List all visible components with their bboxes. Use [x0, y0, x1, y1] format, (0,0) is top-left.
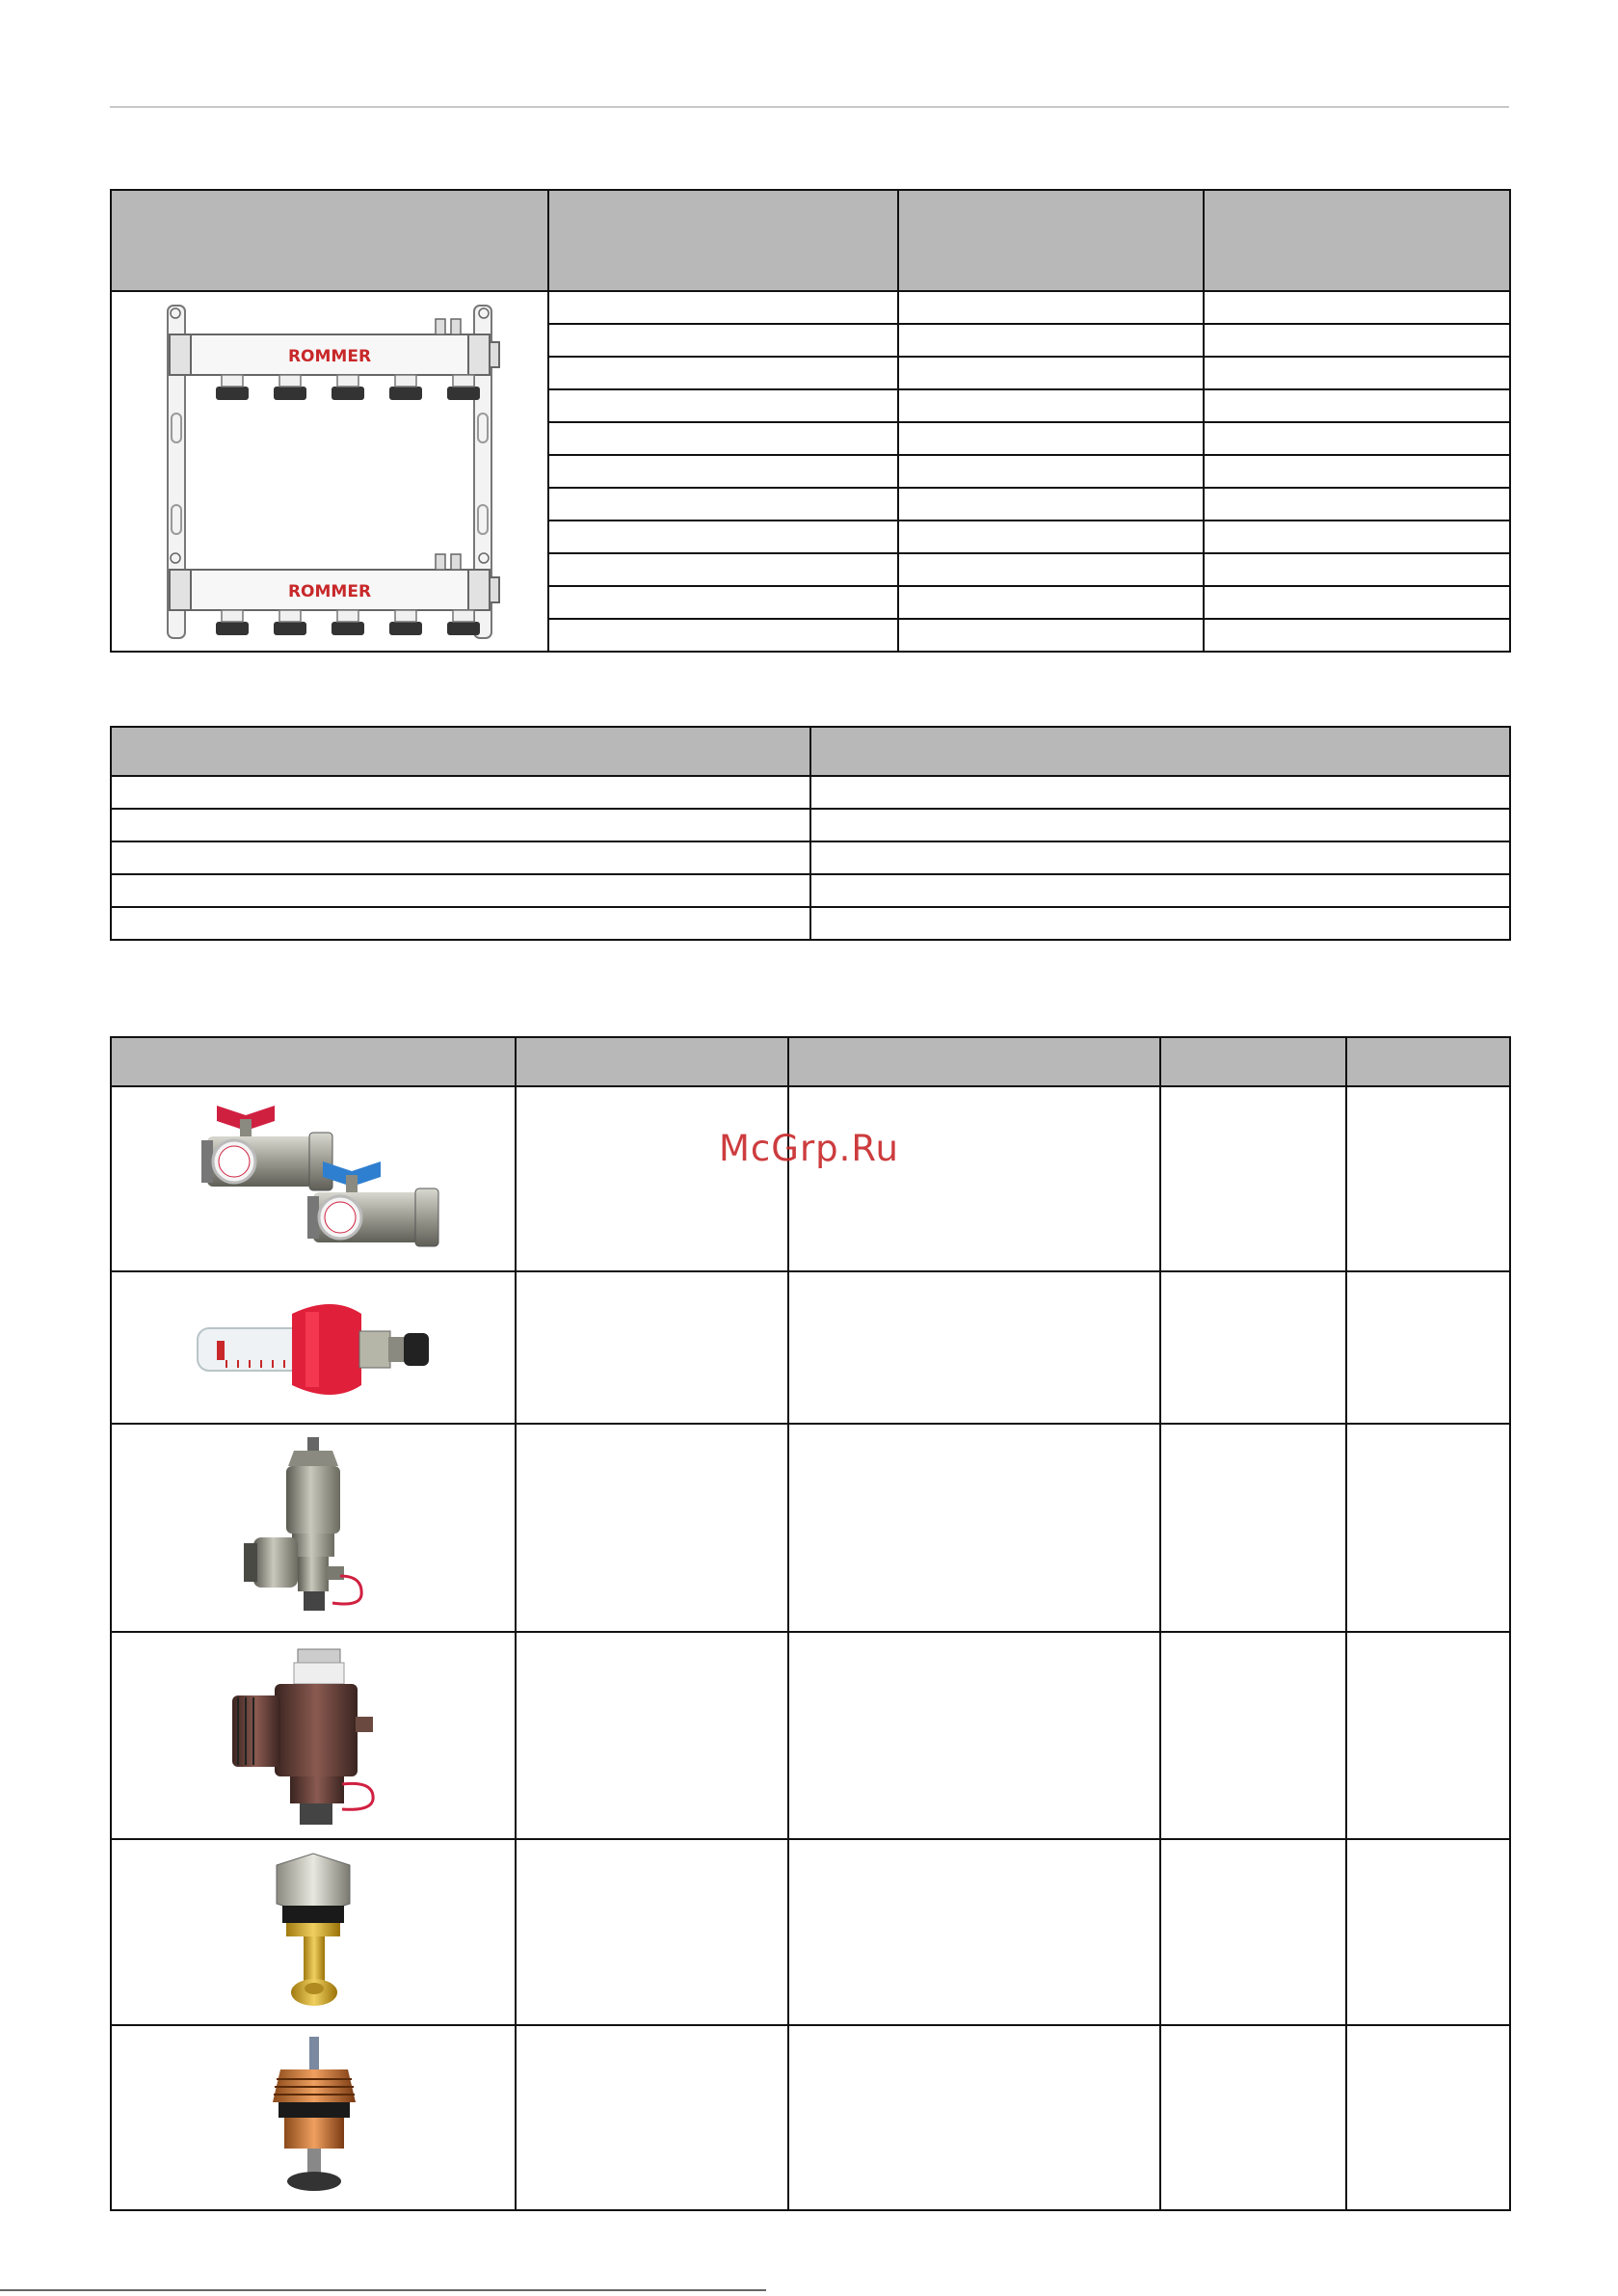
t1-cell — [548, 521, 898, 553]
t1-cell — [1204, 422, 1510, 455]
t3-cell — [788, 1839, 1160, 2025]
t3-cell — [1346, 1086, 1510, 1271]
t1-cell — [1204, 619, 1510, 652]
brass-valve-insert-icon — [236, 1846, 390, 2019]
t1-cell — [1204, 389, 1510, 422]
t1-cell — [898, 324, 1204, 357]
t1-cell — [1204, 455, 1510, 488]
product-image-cell — [111, 1839, 516, 2025]
t3-cell — [1160, 1839, 1346, 2025]
manifold-brand-bottom: ROMMER — [287, 582, 372, 601]
t1-cell — [548, 553, 898, 586]
bottom-divider — [0, 2289, 766, 2291]
t3-cell — [1160, 1086, 1346, 1271]
t3-cell — [516, 1424, 788, 1632]
t2-cell — [111, 809, 810, 841]
t1-cell — [898, 389, 1204, 422]
t1-header-2 — [548, 190, 898, 291]
t1-header-4 — [1204, 190, 1510, 291]
manifold-brand-top: ROMMER — [287, 347, 372, 366]
t1-cell — [898, 422, 1204, 455]
t3-header-3 — [788, 1037, 1160, 1086]
t3-cell — [1160, 1424, 1346, 1632]
t2-header-1 — [111, 727, 810, 776]
product-image-cell — [111, 1424, 516, 1632]
t1-cell — [1204, 586, 1510, 619]
t1-cell — [548, 488, 898, 521]
t1-cell — [898, 521, 1204, 553]
product-image-cell — [111, 1632, 516, 1839]
product-image-cell — [111, 2025, 516, 2210]
flowmeter-icon — [178, 1285, 448, 1410]
t3-header-5 — [1346, 1037, 1510, 1086]
t1-cell — [548, 619, 898, 652]
t3-header-1 — [111, 1037, 516, 1086]
t1-cell — [548, 324, 898, 357]
manifold-spec-table — [110, 189, 1511, 653]
t1-cell — [1204, 488, 1510, 521]
t1-cell — [898, 619, 1204, 652]
t3-cell — [1160, 1632, 1346, 1839]
t3-cell — [1346, 1424, 1510, 1632]
t2-cell — [111, 776, 810, 809]
t1-cell — [898, 586, 1204, 619]
t1-cell — [898, 553, 1204, 586]
t3-cell — [516, 1086, 788, 1271]
t1-cell — [898, 291, 1204, 324]
t3-header-2 — [516, 1037, 788, 1086]
t3-cell — [1160, 2025, 1346, 2210]
ball-valves-with-thermometers-icon — [178, 1092, 448, 1266]
air-vent-with-drain-valve-icon — [217, 1431, 410, 1624]
manifold-icon — [156, 298, 503, 645]
drain-valve-fitting-icon — [198, 1640, 429, 1832]
t3-cell — [516, 1839, 788, 2025]
spec-table-two-column — [110, 726, 1511, 941]
t1-header-3 — [898, 190, 1204, 291]
t3-cell — [1346, 2025, 1510, 2210]
t2-cell — [810, 907, 1510, 940]
t3-cell — [1160, 1271, 1346, 1424]
t1-cell — [898, 488, 1204, 521]
t2-cell — [810, 841, 1510, 874]
t2-cell — [810, 776, 1510, 809]
t1-cell — [548, 357, 898, 389]
t1-cell — [898, 455, 1204, 488]
product-image-cell — [111, 1271, 516, 1424]
t3-cell — [788, 1424, 1160, 1632]
t2-header-2 — [810, 727, 1510, 776]
product-image-cell — [111, 1086, 516, 1271]
t3-cell — [788, 1086, 1160, 1271]
t3-cell — [1346, 1271, 1510, 1424]
t1-cell — [1204, 521, 1510, 553]
t3-cell — [788, 1632, 1160, 1839]
t2-cell — [111, 907, 810, 940]
t1-cell — [548, 389, 898, 422]
t3-cell — [1346, 1632, 1510, 1839]
t1-cell — [1204, 357, 1510, 389]
t3-header-4 — [1160, 1037, 1346, 1086]
t3-cell — [516, 1632, 788, 1839]
t1-cell — [548, 291, 898, 324]
t1-cell — [1204, 553, 1510, 586]
thermostatic-valve-insert-icon — [236, 2031, 390, 2204]
manifold-image-cell — [111, 291, 548, 652]
t2-cell — [810, 809, 1510, 841]
watermark-text: McGrp.Ru — [719, 1128, 899, 1169]
t3-cell — [516, 2025, 788, 2210]
t2-cell — [810, 874, 1510, 907]
top-divider — [110, 106, 1509, 108]
t1-cell — [548, 455, 898, 488]
t1-cell — [548, 422, 898, 455]
t2-cell — [111, 874, 810, 907]
t1-cell — [548, 586, 898, 619]
t3-cell — [788, 1271, 1160, 1424]
t1-cell — [1204, 324, 1510, 357]
t3-cell — [788, 2025, 1160, 2210]
t2-cell — [111, 841, 810, 874]
t1-header-1 — [111, 190, 548, 291]
t3-cell — [516, 1271, 788, 1424]
t1-cell — [1204, 291, 1510, 324]
components-table — [110, 1036, 1511, 2211]
t1-cell — [898, 357, 1204, 389]
t3-cell — [1346, 1839, 1510, 2025]
